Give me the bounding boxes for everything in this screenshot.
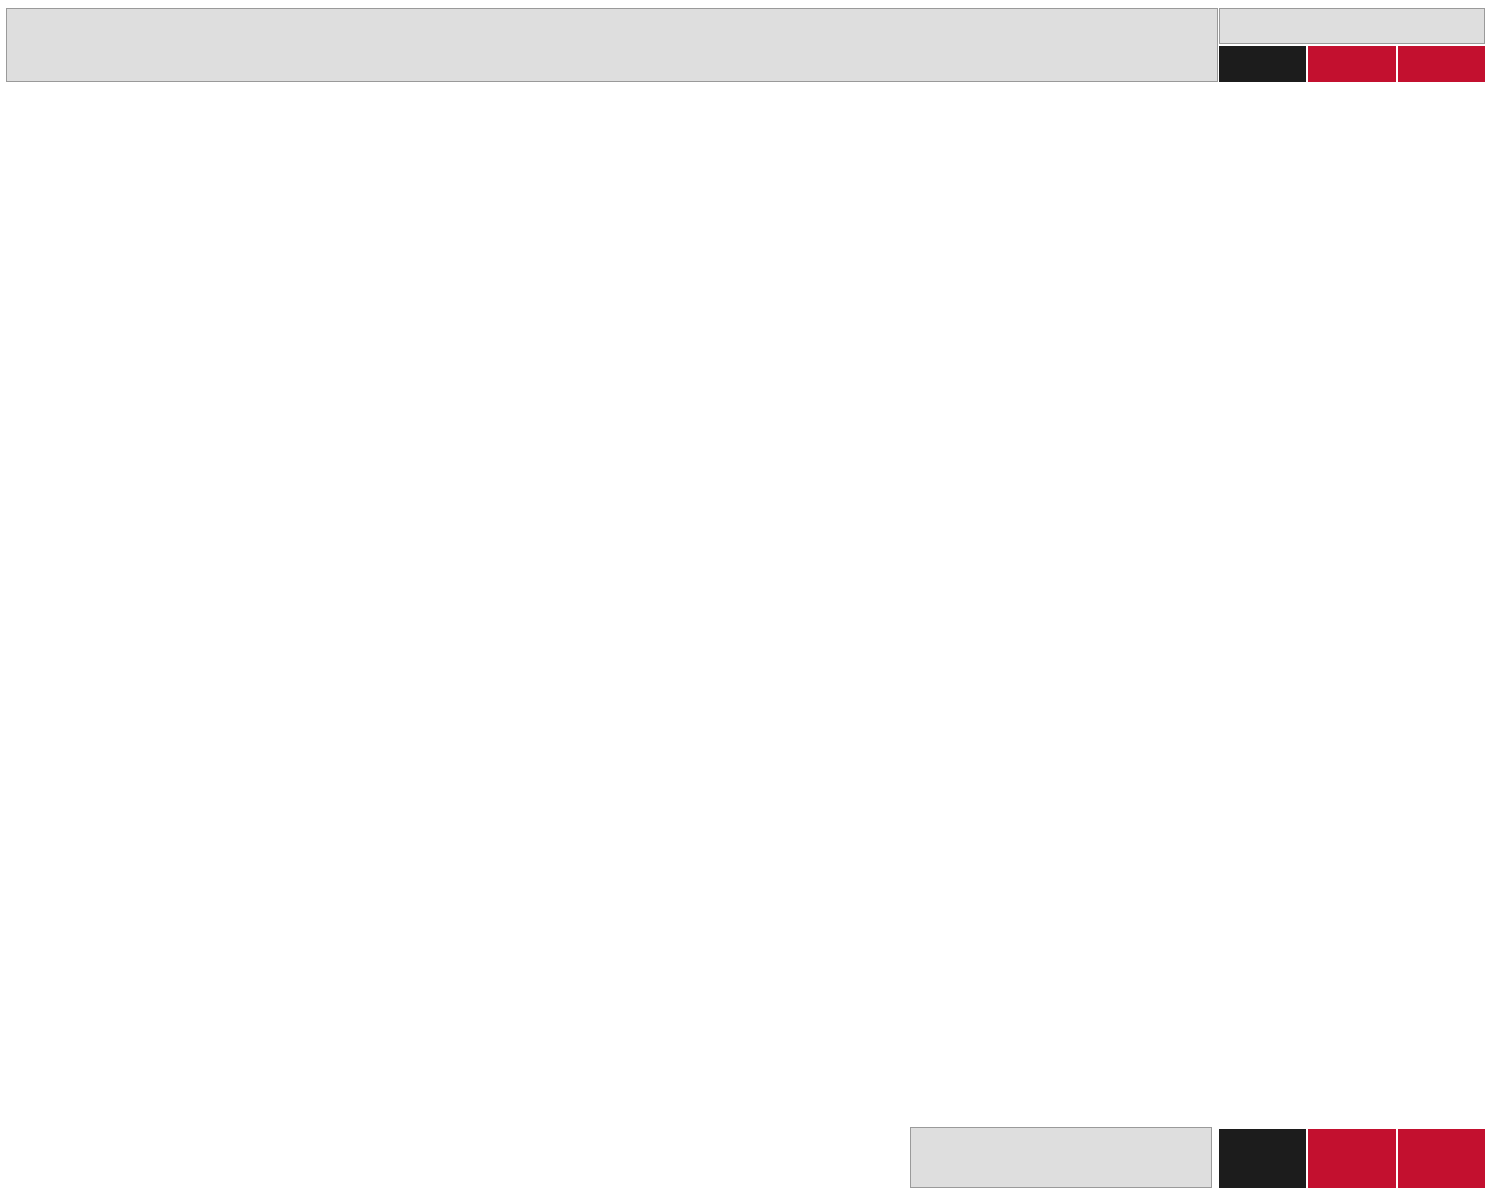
- column-header-total: [1398, 46, 1485, 82]
- column-header-cpo-wrap: [1308, 46, 1396, 82]
- title-cell: [6, 8, 1218, 82]
- totals-label: [910, 1127, 1212, 1188]
- totals-cpo-lw: [1219, 1129, 1306, 1188]
- totals-total: [1398, 1129, 1485, 1188]
- column-header-cpo-lw: [1219, 46, 1306, 82]
- components-covered-header: [1219, 8, 1485, 44]
- totals-cpo-wrap: [1308, 1129, 1396, 1188]
- coverage-table: [6, 8, 1485, 83]
- table-header: [6, 8, 1485, 83]
